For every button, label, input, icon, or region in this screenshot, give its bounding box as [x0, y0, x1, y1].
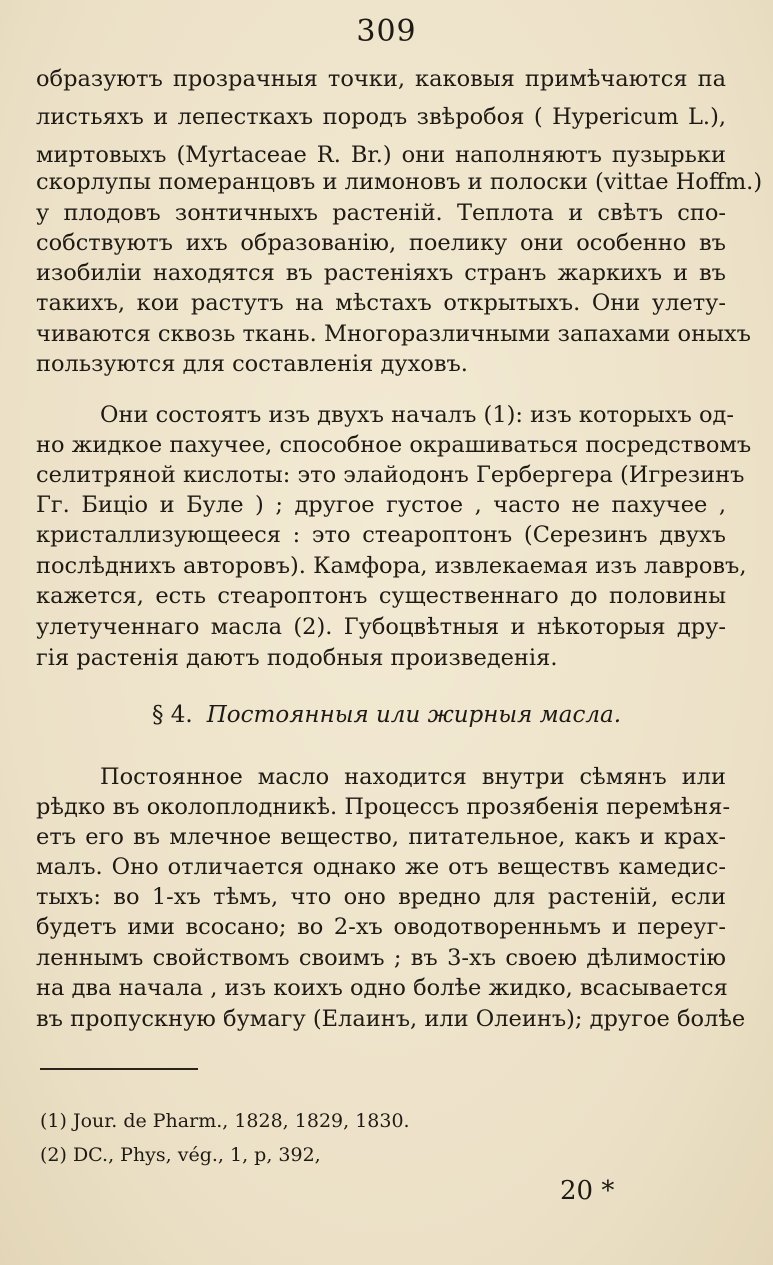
text-line: тыхъ: во 1-хъ тѣмъ, что оно вредно для растеній, если — [36, 884, 726, 910]
text-line: селитряной кислоты: это элайодонъ Гербергера (Игрезинъ — [36, 462, 745, 488]
text-line: гія растенія даютъ подобныя произведенія. — [36, 645, 558, 671]
signature-mark: 20 * — [560, 1176, 615, 1206]
text-line: пользуются для составленія духовъ. — [36, 351, 468, 377]
text-line: послѣднихъ авторовъ). Камфора, извлекаемая изъ лавровъ, — [36, 553, 747, 579]
text-line: леннымъ свойствомъ своимъ ; въ 3-хъ своею дѣлимостію — [36, 945, 726, 971]
text-line: изобиліи находятся въ растеніяхъ странъ жаркихъ и въ — [36, 260, 726, 286]
page-number: 309 — [356, 14, 417, 49]
text-line: собствуютъ ихъ образованію, поелику они особенно въ — [36, 230, 726, 256]
text-line: въ пропускную бумагу (Елаинъ, или Олеинъ); другое болѣе — [36, 1006, 746, 1032]
footnote: (1) Jour. de Pharm., 1828, 1829, 1830. — [40, 1110, 410, 1132]
text-line: образуютъ прозрачныя точки, каковыя примѣчаются па — [36, 66, 726, 92]
footnote: (2) DC., Phys, vég., 1, p, 392, — [40, 1144, 321, 1166]
text-line: кажется, есть стеароптонъ существеннаго до половины — [36, 583, 726, 609]
text-line: у плодовъ зонтичныхъ растеній. Теплота и свѣтъ спо- — [36, 200, 726, 226]
section-title: Постоянныя или жирныя масла. — [206, 702, 622, 728]
footnote-divider — [40, 1068, 198, 1070]
text-line: рѣдко въ околоплодникѣ. Процессъ прозябенія перемѣня- — [36, 794, 731, 820]
text-line: чиваются сквозь ткань. Многоразличными запахами оныхъ — [36, 321, 751, 347]
text-line: на два начала , изъ коихъ одно болѣе жидко, всасывается — [36, 975, 728, 1001]
text-line: кристаллизующееся : это стеароптонъ (Серезинъ двухъ — [36, 522, 726, 548]
text-line: миртовыхъ (Myrtaceae R. Br.) они наполняютъ пузырьки — [36, 142, 726, 168]
text-line: будетъ ими всосано; во 2-хъ оводотворенньмъ и переуг- — [36, 914, 726, 940]
text-line: Гг. Биціо и Буле ) ; другое густое , часто не пахучее , — [36, 492, 726, 518]
text-line: но жидкое пахучее, способное окрашиваться посредствомъ — [36, 432, 752, 458]
text-line: малъ. Оно отличается однако же отъ веществъ камедис- — [36, 854, 726, 880]
section-number: § 4. — [151, 702, 193, 728]
text-line: скорлупы померанцовъ и лимоновъ и полоски (vittae Hoffm.) — [36, 169, 763, 195]
text-line: листьяхъ и лепесткахъ породъ звѣробоя ( Hypericum L.), — [36, 104, 726, 130]
text-line: улетученнаго масла (2). Губоцвѣтныя и нѣкоторыя дру- — [36, 614, 726, 640]
text-line: такихъ, кои растутъ на мѣстахъ открытыхъ. Они улету- — [36, 290, 726, 316]
text-line: Постоянное масло находится внутри сѣмянъ или — [100, 764, 726, 790]
text-line: етъ его въ млечное вещество, питательное, какъ и крах- — [36, 824, 726, 850]
section-heading — [0, 700, 773, 730]
text-line: Они состоятъ изъ двухъ началъ (1): изъ которыхъ од- — [100, 402, 734, 428]
